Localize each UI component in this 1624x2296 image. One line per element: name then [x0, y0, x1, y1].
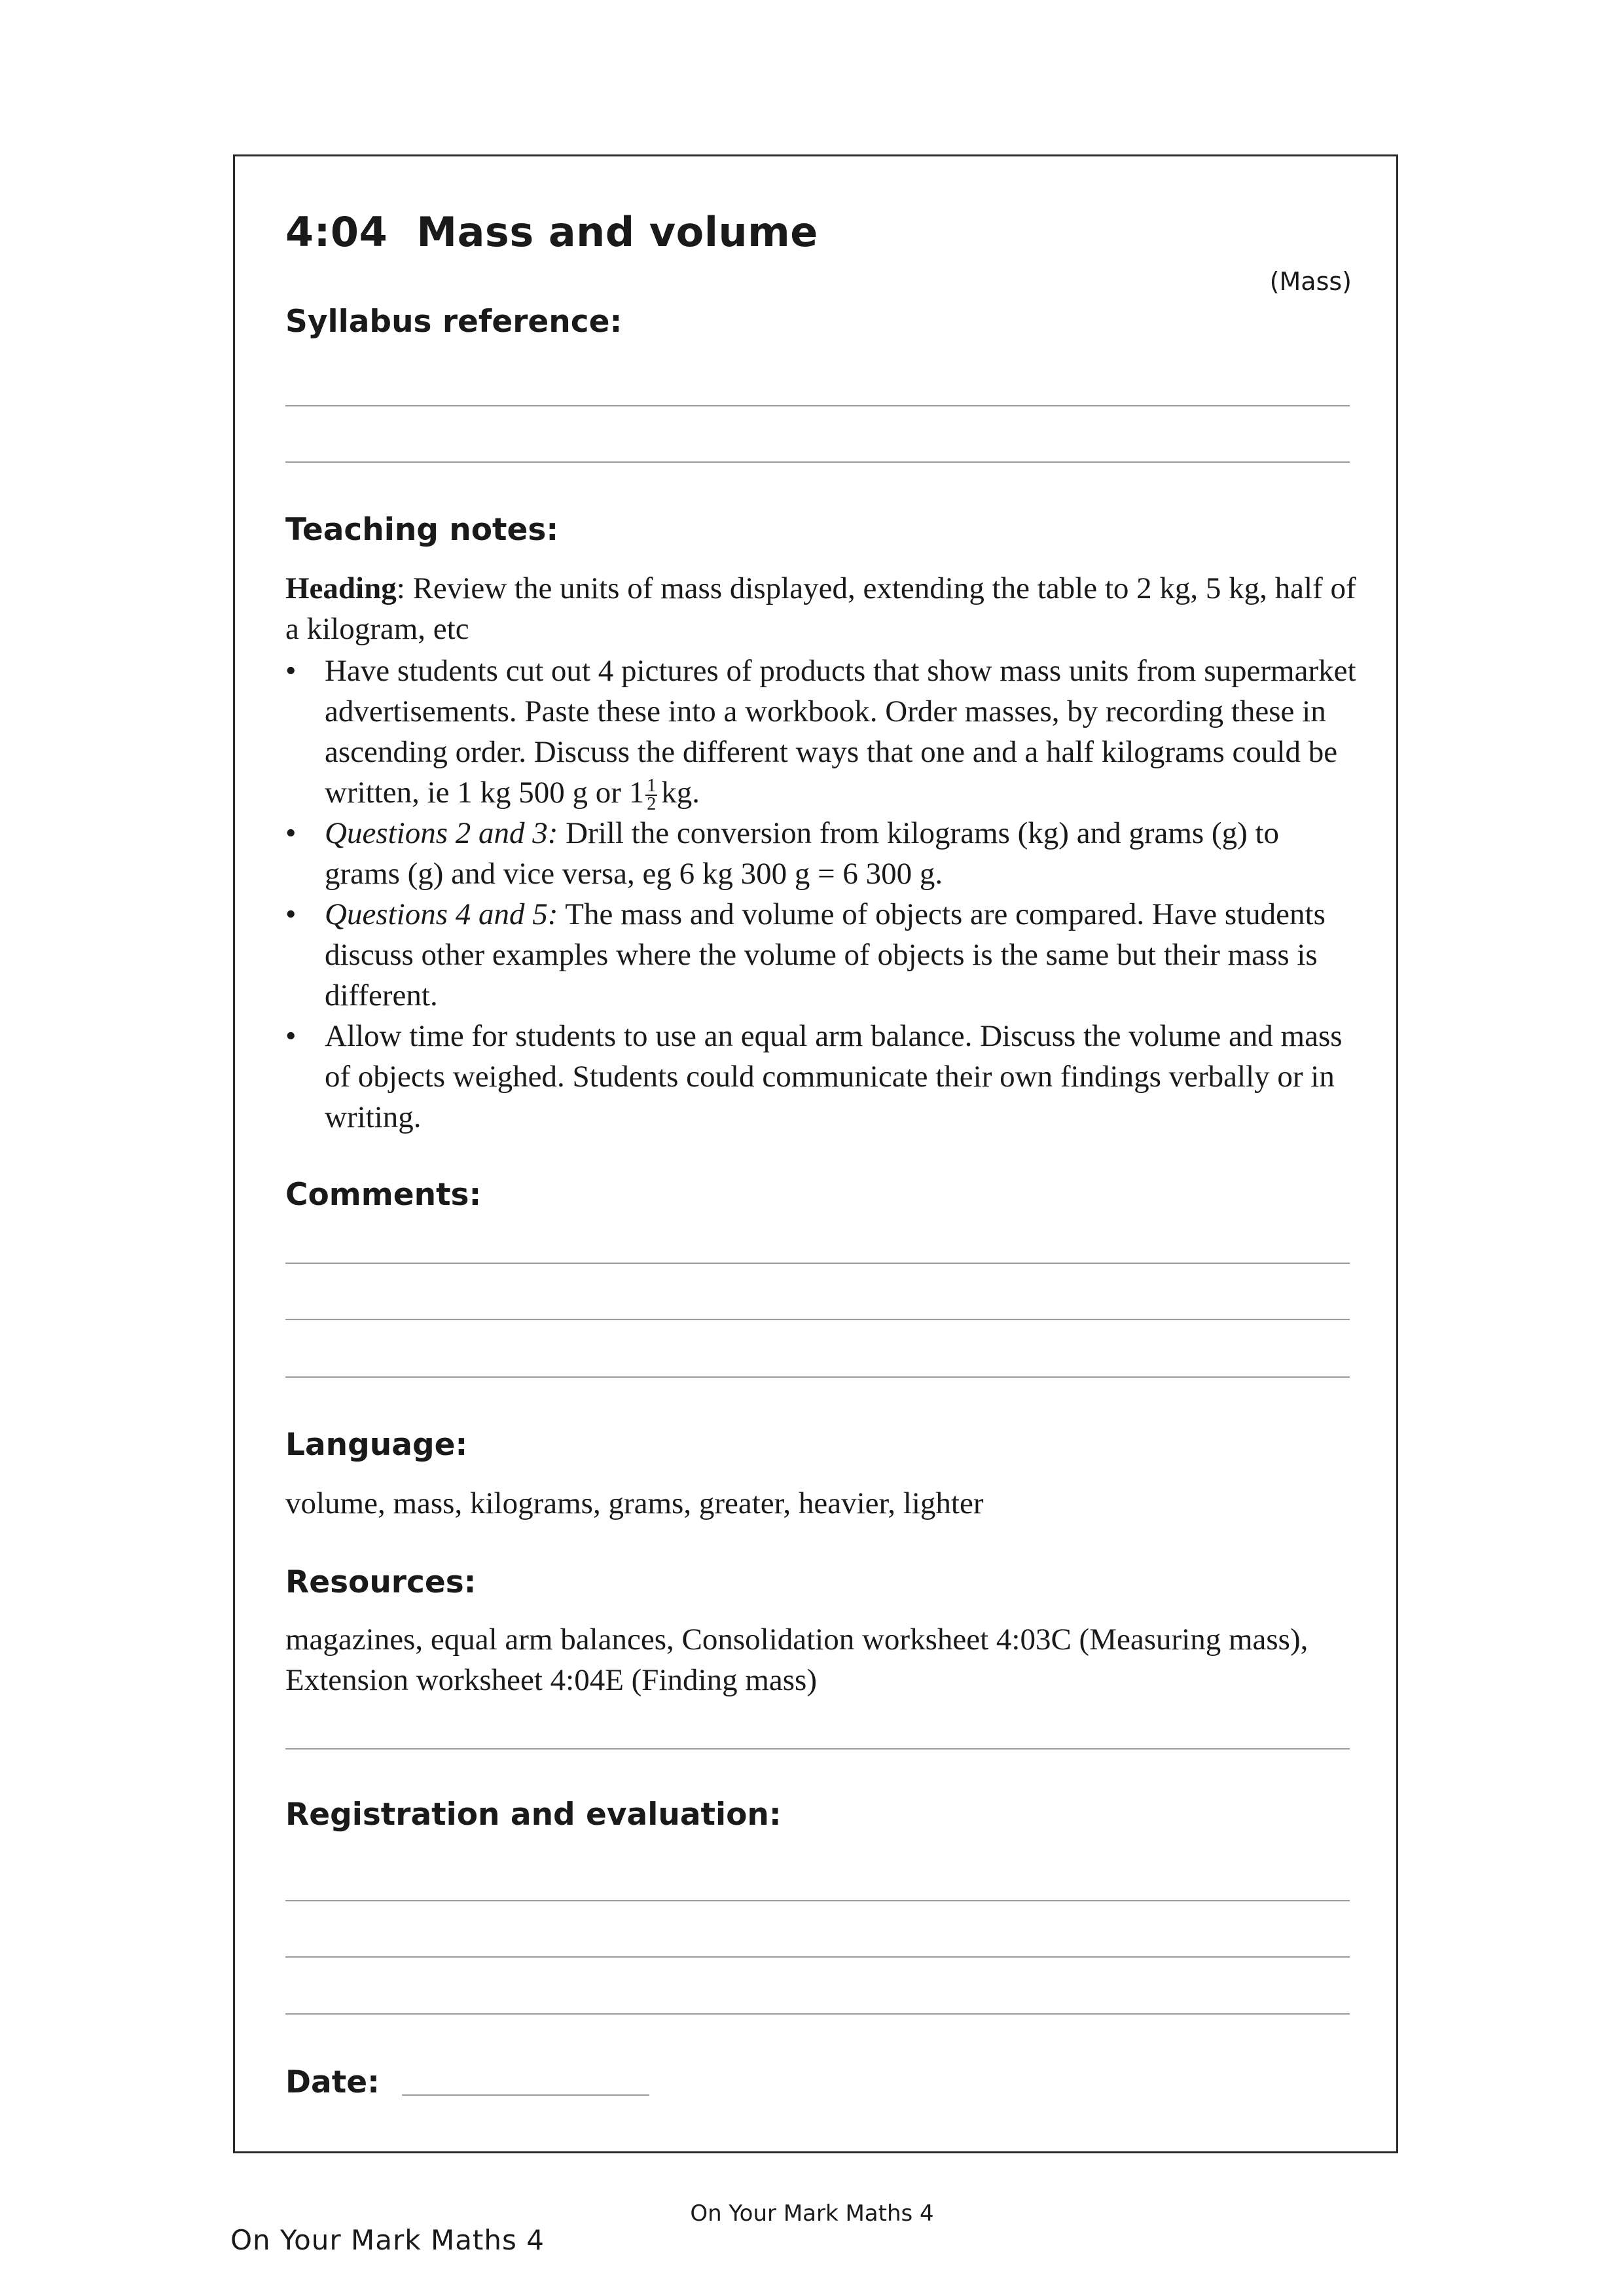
teaching-notes-list: [285, 651, 1359, 1138]
question-ref: Questions 2 and 3:: [325, 816, 558, 851]
resources-text: magazines, equal arm balances, Consolidation worksheet 4:03C (Measuring mass), Extension worksheet 4:04E (Finding mass): [285, 1623, 1308, 1697]
lesson-number: 4:04: [285, 208, 388, 256]
bullet-text-end: kg.: [661, 776, 700, 810]
fraction-numerator: 1: [647, 776, 657, 797]
syllabus-line-2[interactable]: [285, 461, 1350, 463]
registration-heading: Registration and evaluation:: [285, 1797, 782, 1833]
date-line[interactable]: [402, 2094, 649, 2096]
strand-label: (Mass): [1269, 267, 1352, 296]
bullet-icon: •: [285, 654, 297, 688]
lesson-title: [285, 208, 818, 256]
registration-line-1[interactable]: [285, 1900, 1350, 1901]
fraction-half: [645, 778, 657, 813]
comments-heading: Comments:: [285, 1177, 482, 1213]
list-item: [285, 1016, 1359, 1138]
syllabus-line-1[interactable]: [285, 405, 1350, 406]
heading-text: : Review the units of mass displayed, extending the table to 2 kg, 5 kg, half of a kilogram, etc: [285, 571, 1356, 646]
comments-line-1[interactable]: [285, 1263, 1350, 1264]
resources-heading: Resources:: [285, 1564, 477, 1600]
fraction-denominator: 2: [647, 794, 657, 815]
language-text: volume, mass, kilograms, grams, greater, heavier, lighter: [285, 1486, 984, 1520]
footer-title: On Your Mark Maths 4: [690, 2200, 934, 2227]
heading-label: Heading: [285, 571, 397, 605]
comments-line-2[interactable]: [285, 1319, 1350, 1320]
teaching-notes-intro: [285, 568, 1359, 649]
bullet-icon: •: [285, 1019, 297, 1054]
registration-line-2[interactable]: [285, 1956, 1350, 1958]
list-item: [285, 813, 1359, 894]
registration-line-3[interactable]: [285, 2013, 1350, 2015]
list-item: [285, 894, 1359, 1016]
bullet-text: The mass and volume of objects are compared. Have students discuss other examples where the volume of objects is the same but their mass is different.: [325, 897, 1326, 1013]
teaching-notes-heading: Teaching notes:: [285, 512, 559, 548]
bullet-icon: •: [285, 897, 297, 932]
bullet-text: Drill the conversion from kilograms (kg) and grams (g) to grams (g) and vice versa, eg 6 kg 300 g = 6 300 g.: [325, 816, 1280, 891]
comments-line-3[interactable]: [285, 1376, 1350, 1378]
question-ref: Questions 4 and 5:: [325, 897, 558, 932]
footer-brand: On Your Mark Maths 4: [230, 2224, 545, 2256]
date-label: Date:: [285, 2064, 380, 2100]
syllabus-heading: Syllabus reference:: [285, 304, 623, 340]
bullet-text: Allow time for students to use an equal arm balance. Discuss the volume and mass of objects weighed. Students could communicate their own findings verbally or in writing.: [325, 1019, 1343, 1135]
resources-line[interactable]: [285, 1748, 1350, 1749]
bullet-text: Have students cut out 4 pictures of products that show mass units from supermarket advertisements. Paste these into a workbook. Order masses, by recording these in ascending order. Discuss the different ways that one and a half kilograms could be written, ie 1 kg 500 g or 1: [325, 654, 1356, 810]
bullet-icon: •: [285, 816, 297, 851]
language-heading: Language:: [285, 1427, 468, 1463]
list-item: [285, 651, 1359, 813]
lesson-name: Mass and volume: [416, 208, 818, 256]
page-frame: [233, 154, 1398, 2153]
